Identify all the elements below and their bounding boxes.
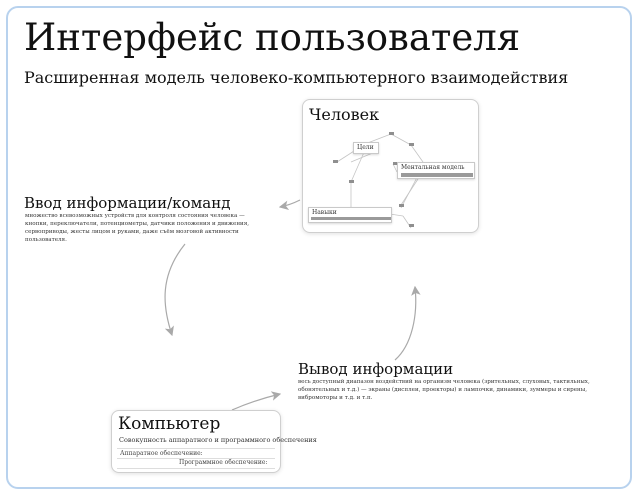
output-description: весь доступный диапазон воздействий на организм человека (зрительных, слуховых, тактильных, обонятельных и т.д.) — экраны (дисплеи, проекторы) и лампочки, динамики, зуммеры и сирены, вибромоторы и т.д. и т.п.: [298, 379, 590, 401]
skills-node: [308, 207, 392, 223]
model-node: [409, 143, 414, 146]
model-node: [333, 160, 338, 163]
arrow-human-to-input: [280, 200, 300, 207]
arrow-output-to-human: [395, 287, 416, 360]
model-node: [409, 224, 414, 227]
skills-label: Навыки: [312, 209, 337, 216]
computer-description: Совокупность аппаратного и программного обеспечения: [119, 436, 317, 444]
page-subtitle: Расширенная модель человеко-компьютерного взаимодействия: [24, 68, 569, 87]
software-row: [117, 458, 275, 469]
computer-title: Компьютер: [118, 414, 221, 434]
model-node: [349, 180, 354, 183]
computer-panel: [111, 410, 317, 473]
mental-model-bar: [401, 173, 473, 177]
software-label: Программное обеспечение:: [179, 459, 268, 466]
human-title: Человек: [309, 105, 380, 124]
goals-label: Цели: [357, 144, 374, 151]
mental-model-node: [397, 162, 475, 179]
model-node: [389, 132, 394, 135]
model-node: [399, 204, 404, 207]
mental-model-label: Ментальная модель: [401, 164, 465, 171]
hardware-label: Аппаратное обеспечение:: [120, 450, 203, 457]
arrow-input-to-computer: [165, 244, 185, 335]
goals-node: [353, 142, 379, 154]
input-title: Ввод информации/команд: [24, 194, 231, 212]
skills-bar: [311, 217, 391, 220]
page-title: Интерфейс пользователя: [24, 16, 521, 59]
input-description: множество всевозможных устройств для контроля состояния человека — кнопки, переключатели, потенциометры, датчики положения и движения, сервоприводы, жесты лицом и руками, даже съём мозговой активности пользователя.: [25, 213, 250, 243]
arrow-computer-to-output: [232, 394, 280, 410]
output-title: Вывод информации: [298, 360, 454, 378]
human-panel: [302, 99, 479, 233]
